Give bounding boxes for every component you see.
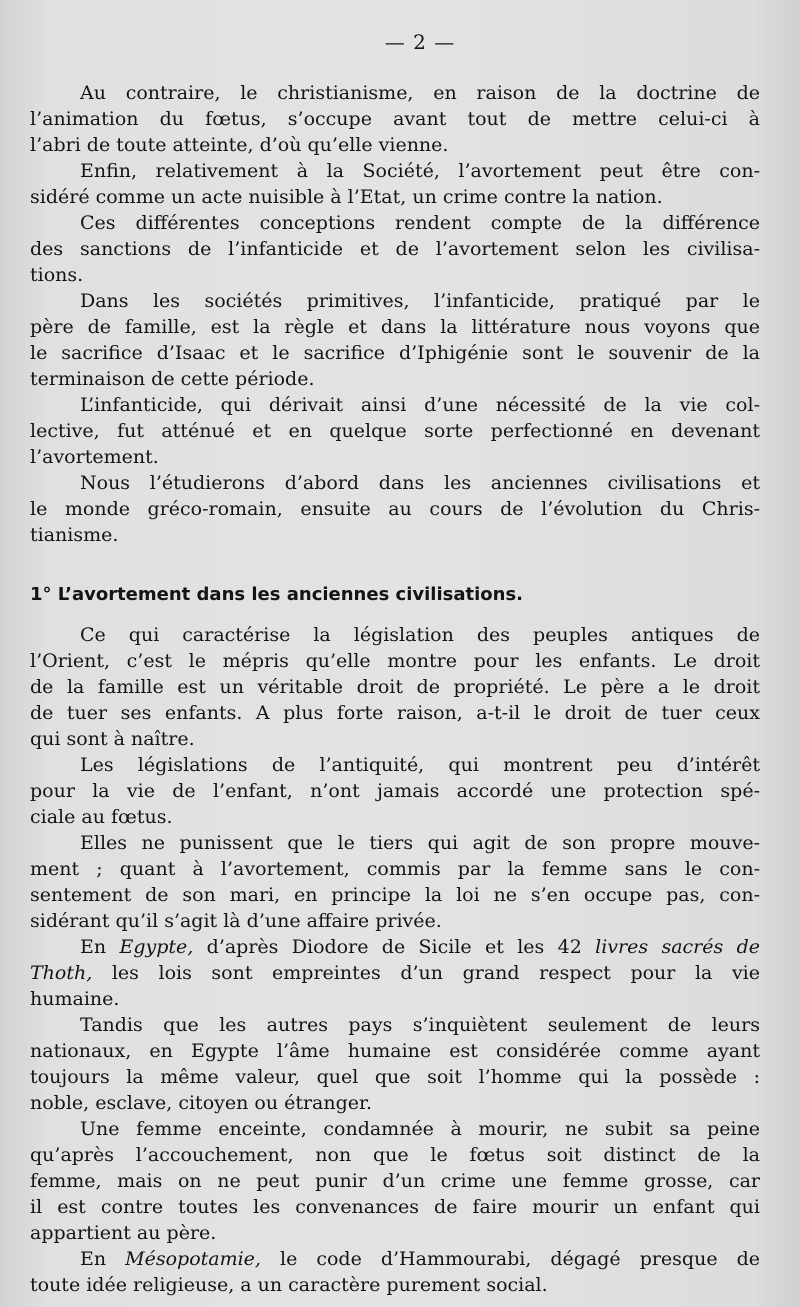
paragraph (30, 210, 760, 288)
text-line: Une femme enceinte, condamnée à mourir, ne subit sa peine (80, 1118, 760, 1140)
text-line: l’abri de toute atteinte, d’où qu’elle vienne. (30, 134, 449, 156)
text-line: le sacrifice d’Isaac et le sacrifice d’Iphigénie sont le souvenir de la (30, 342, 760, 364)
text-line: En Mésopotamie, le code d’Hammourabi, dégagé presque de (80, 1248, 760, 1270)
text-line: Elles ne punissent que le tiers qui agit de son propre mouve- (80, 832, 760, 854)
text-line: sidéré comme un acte nuisible à l’Etat, un crime contre la nation. (30, 186, 663, 208)
text-line: Ces différentes conceptions rendent compte de la différence (80, 212, 760, 234)
text-line: des sanctions de l’infanticide et de l’avortement selon les civilisa- (30, 238, 760, 260)
paragraph (30, 1012, 760, 1116)
text-line: toujours la même valeur, quel que soit l’homme qui la possède : (30, 1066, 760, 1088)
text-line: tions. (30, 264, 84, 286)
text-line: lective, fut atténué et en quelque sorte perfectionné en devenant (30, 420, 760, 442)
text-line: Au contraire, le christianisme, en raison de la doctrine de (80, 82, 760, 104)
text-line: ciale au fœtus. (30, 806, 173, 828)
paragraph (30, 752, 760, 830)
text-line: ment ; quant à l’avortement, commis par la femme sans le con- (30, 858, 760, 880)
text-line: humaine. (30, 988, 120, 1010)
text-line: pour la vie de l’enfant, n’ont jamais accordé une protection spé- (30, 780, 760, 802)
text-line: l’animation du fœtus, s’occupe avant tout de mettre celui-ci à (30, 108, 760, 130)
paragraph (30, 830, 760, 934)
text-line: l’avortement. (30, 446, 159, 468)
paragraphs-before (30, 80, 760, 548)
page-number: — 2 — (384, 30, 456, 54)
paragraph (30, 1116, 760, 1246)
paragraph (30, 80, 760, 158)
section-heading: 1° L’avortement dans les anciennes civilisations. (30, 584, 524, 605)
text-line: sentement de son mari, en principe la loi ne s’en occupe pas, con- (30, 884, 760, 906)
paragraph (30, 934, 760, 1012)
paragraph (30, 288, 760, 392)
text-line: L’infanticide, qui dérivait ainsi d’une nécessité de la vie col- (80, 394, 760, 416)
text-line: femme, mais on ne peut punir d’un crime une femme grosse, car (30, 1170, 760, 1192)
paragraph (30, 470, 760, 548)
text-line: appartient au père. (30, 1222, 217, 1244)
text-line: Ce qui caractérise la législation des peuples antiques de (80, 624, 760, 646)
paragraphs-after (30, 622, 760, 1298)
text-line: terminaison de cette période. (30, 368, 315, 390)
text-line: qui sont à naître. (30, 728, 195, 750)
text-line: tianisme. (30, 524, 119, 546)
text-line: père de famille, est la règle et dans la littérature nous voyons que (30, 316, 760, 338)
text-line: de tuer ses enfants. A plus forte raison, a-t-il le droit de tuer ceux (30, 702, 760, 724)
text-line: toute idée religieuse, a un caractère purement social. (30, 1274, 548, 1296)
body-text (30, 80, 760, 1298)
text-line: Nous l’étudierons d’abord dans les anciennes civilisations et (80, 472, 760, 494)
text-line: l’Orient, c’est le mépris qu’elle montre pour les enfants. Le droit (30, 650, 760, 672)
paragraph (30, 1246, 760, 1298)
paragraph (30, 392, 760, 470)
text-line: Tandis que les autres pays s’inquiètent seulement de leurs (80, 1014, 760, 1036)
text-line: nationaux, en Egypte l’âme humaine est considérée comme ayant (30, 1040, 760, 1062)
paragraph (30, 622, 760, 752)
text-line: Dans les sociétés primitives, l’infanticide, pratiqué par le (80, 290, 760, 312)
text-line: le monde gréco-romain, ensuite au cours de l’évolution du Chris- (30, 498, 760, 520)
text-line: sidérant qu’il s’agit là d’une affaire privée. (30, 910, 442, 932)
text-line: de la famille est un véritable droit de propriété. Le père a le droit (30, 676, 760, 698)
text-line: Thoth, les lois sont empreintes d’un grand respect pour la vie (30, 962, 760, 984)
text-line: Les législations de l’antiquité, qui montrent peu d’intérêt (80, 754, 760, 776)
text-line: Enfin, relativement à la Société, l’avortement peut être con- (80, 160, 760, 182)
text-line: En Egypte, d’après Diodore de Sicile et les 42 livres sacrés de (80, 936, 760, 958)
text-line: il est contre toutes les convenances de faire mourir un enfant qui (30, 1196, 760, 1218)
text-line: noble, esclave, citoyen ou étranger. (30, 1092, 373, 1114)
paragraph (30, 158, 760, 210)
text-line: qu’après l’accouchement, non que le fœtus soit distinct de la (30, 1144, 760, 1166)
